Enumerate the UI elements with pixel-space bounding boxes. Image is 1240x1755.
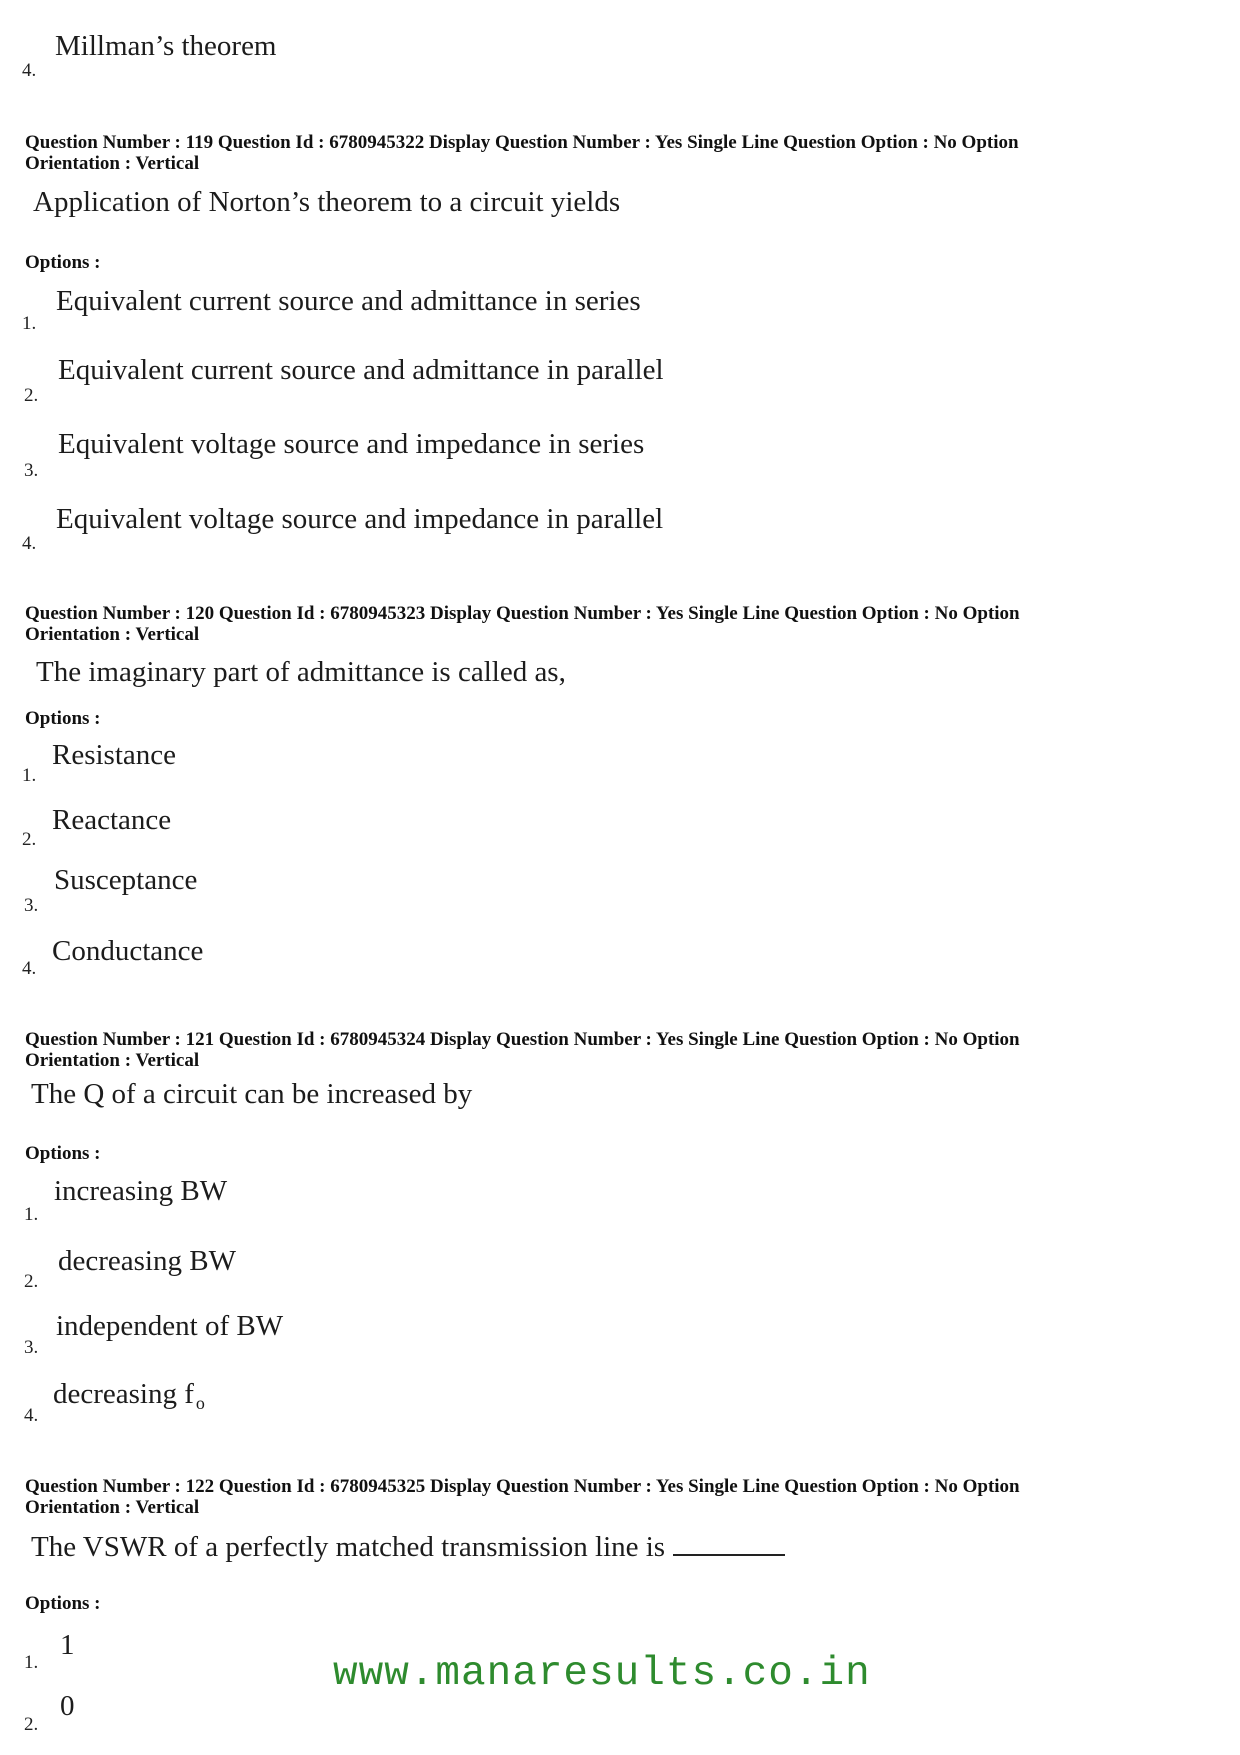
option-text: Millman’s theorem [55,30,277,62]
option-text: Equivalent voltage source and impedance in parallel [56,503,664,535]
option-number: 2. [22,829,37,850]
option-text: Resistance [52,739,177,771]
option-number: 2. [24,1714,39,1735]
option-number: 1. [24,1652,39,1673]
option-text: Equivalent current source and admittance in parallel [58,354,664,386]
watermark-url: www.manaresults.co.in [333,1651,871,1697]
option-text: Reactance [52,804,172,836]
option-text-main: decreasing f [53,1378,194,1410]
options-label: Options : [25,1143,101,1164]
question-120-text: The imaginary part of admittance is called as, [36,656,566,688]
question-119-meta: Question Number : 119 Question Id : 6780945322 Display Question Number : Yes Single Line Question Option : No Option Orientation : Vertical [25,132,1019,174]
question-121-text: The Q of a circuit can be increased by [31,1078,473,1110]
option-number: 4. [22,958,37,979]
option-number: 4. [22,60,37,81]
option-number: 1. [22,765,37,786]
option-number: 1. [22,313,37,334]
option-number: 4. [22,533,37,554]
option-text [53,1378,205,1414]
option-text: Equivalent voltage source and impedance in series [58,428,645,460]
option-text: increasing BW [54,1175,228,1207]
option-number: 3. [24,1337,39,1358]
answer-blank [673,1530,785,1556]
question-122-text-main: The VSWR of a perfectly matched transmission line is [31,1531,666,1563]
option-number: 3. [24,460,39,481]
option-number: 2. [24,385,39,406]
question-121-meta: Question Number : 121 Question Id : 6780945324 Display Question Number : Yes Single Line Question Option : No Option Orientation : Vertical [25,1029,1020,1071]
question-122-text [31,1530,785,1564]
question-122-meta: Question Number : 122 Question Id : 6780945325 Display Question Number : Yes Single Line Question Option : No Option Orientation : Vertical [25,1476,1020,1518]
option-text: 0 [60,1690,75,1722]
option-subscript: o [195,1393,205,1413]
option-number: 4. [24,1405,39,1426]
option-text: decreasing BW [58,1245,236,1277]
option-text: Conductance [52,935,204,967]
question-119-text: Application of Norton’s theorem to a circuit yields [33,186,621,218]
option-text: independent of BW [56,1310,284,1342]
option-text: Equivalent current source and admittance in series [56,285,641,317]
options-label: Options : [25,708,101,729]
option-number: 1. [24,1204,39,1225]
option-text: 1 [60,1629,75,1661]
option-text: Susceptance [54,864,198,896]
options-label: Options : [25,252,101,273]
options-label: Options : [25,1593,101,1614]
option-number: 2. [24,1271,39,1292]
option-number: 3. [24,895,39,916]
question-120-meta: Question Number : 120 Question Id : 6780945323 Display Question Number : Yes Single Line Question Option : No Option Orientation : Vertical [25,603,1020,645]
